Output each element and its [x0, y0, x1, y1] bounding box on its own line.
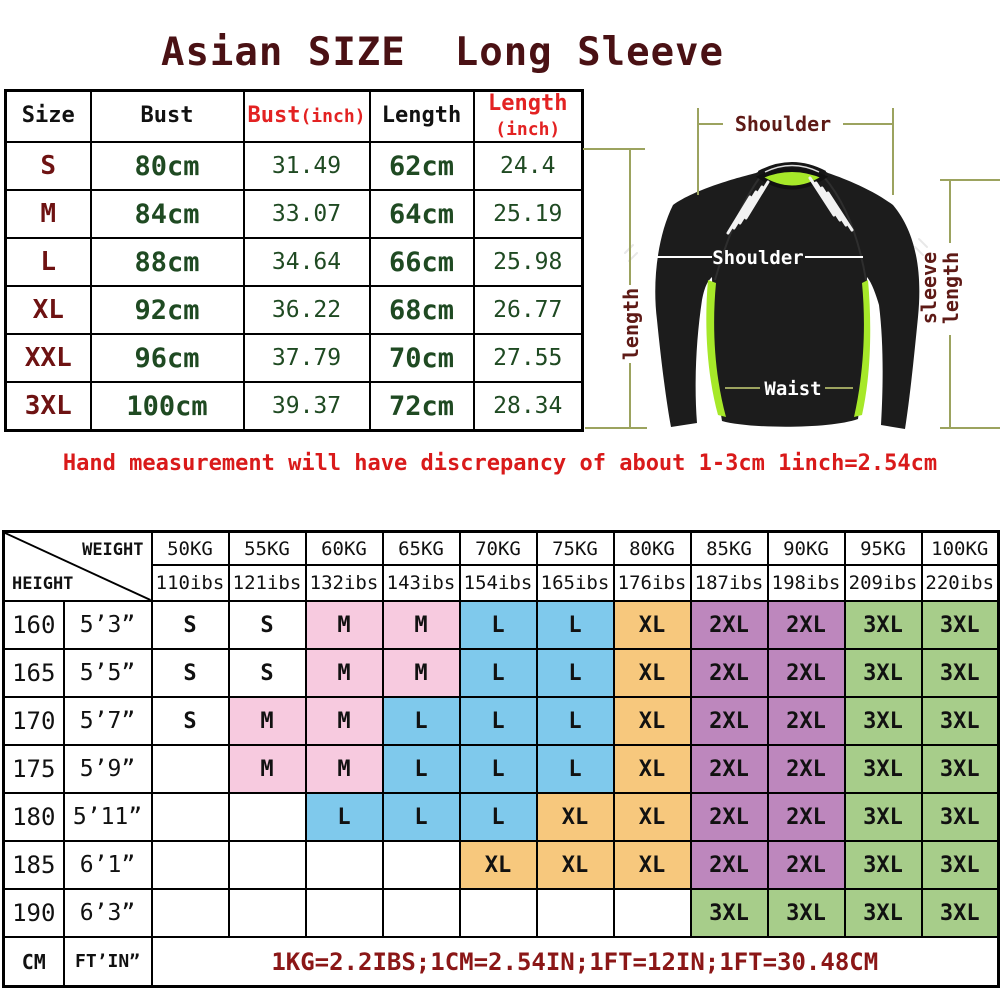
fit-size-cell: 3XL	[845, 697, 922, 745]
size-table-row	[6, 190, 583, 238]
weight-lbs-header: 121ibs	[229, 565, 306, 601]
size-table-cell: 25.19	[474, 190, 583, 238]
fit-size-cell	[152, 745, 229, 793]
size-table-cell: 96cm	[91, 334, 244, 382]
fit-size-cell: 2XL	[768, 745, 845, 793]
fit-size-cell: M	[306, 697, 383, 745]
weight-kg-header: 85KG	[691, 532, 768, 566]
fit-size-cell	[383, 889, 460, 937]
size-table-col-header: Size	[6, 91, 91, 143]
fit-size-cell: L	[460, 601, 537, 649]
weight-lbs-header: 132ibs	[306, 565, 383, 601]
fit-size-cell: XL	[614, 601, 691, 649]
fit-size-cell: XL	[614, 697, 691, 745]
fit-size-cell: S	[152, 601, 229, 649]
weight-lbs-header: 176ibs	[614, 565, 691, 601]
fit-table-row	[4, 745, 999, 793]
fit-size-cell: XL	[537, 841, 614, 889]
fit-size-cell: 3XL	[922, 889, 999, 937]
height-cm-cell: 180	[4, 793, 64, 841]
weight-kg-header: 65KG	[383, 532, 460, 566]
fit-size-cell: 2XL	[691, 649, 768, 697]
size-table-row	[6, 334, 583, 382]
fit-size-cell: M	[229, 745, 306, 793]
fit-size-cell	[152, 793, 229, 841]
size-table-cell: 37.79	[244, 334, 370, 382]
fit-size-cell: XL	[614, 649, 691, 697]
fit-size-cell	[152, 889, 229, 937]
size-table-col-header: Bust	[91, 91, 244, 143]
fit-size-cell: L	[537, 697, 614, 745]
weight-kg-header: 80KG	[614, 532, 691, 566]
fit-size-cell: 3XL	[845, 889, 922, 937]
weight-lbs-header: 209ibs	[845, 565, 922, 601]
size-table-cell: 70cm	[370, 334, 474, 382]
fit-size-cell: L	[383, 793, 460, 841]
height-ft-cell: 5’9”	[64, 745, 152, 793]
fit-size-cell: XL	[460, 841, 537, 889]
fit-size-cell: L	[460, 697, 537, 745]
size-table-header-row	[6, 91, 583, 143]
fit-size-cell	[229, 793, 306, 841]
fit-table-row	[4, 841, 999, 889]
size-table-cell: 27.55	[474, 334, 583, 382]
measurement-lines	[583, 108, 1000, 428]
fit-size-cell: XL	[537, 793, 614, 841]
weight-kg-header: 75KG	[537, 532, 614, 566]
fit-size-cell: 2XL	[768, 793, 845, 841]
sleeve-length-label: sleevelength	[917, 251, 963, 325]
weight-kg-header: 60KG	[306, 532, 383, 566]
size-table-cell: 84cm	[91, 190, 244, 238]
fit-table-row	[4, 697, 999, 745]
footer-cm-label: CM	[4, 937, 64, 987]
height-ft-cell: 5’3”	[64, 601, 152, 649]
size-table-cell: 88cm	[91, 238, 244, 286]
weight-kg-header: 50KG	[152, 532, 229, 566]
size-table-cell: 24.4	[474, 142, 583, 190]
height-cm-cell: 190	[4, 889, 64, 937]
size-table-cell: 31.49	[244, 142, 370, 190]
page-title: Asian SIZE Long Sleeve	[160, 30, 725, 75]
height-cm-cell: 170	[4, 697, 64, 745]
size-table-col-header: Length (inch)	[474, 91, 583, 143]
fit-table	[2, 530, 1000, 988]
measurement-note: Hand measurement will have discrepancy of about 1-3cm 1inch=2.54cm	[62, 451, 938, 476]
fit-size-cell: XL	[614, 793, 691, 841]
weight-kg-header: 90KG	[768, 532, 845, 566]
fit-size-cell: 2XL	[768, 697, 845, 745]
fit-size-cell: 3XL	[768, 889, 845, 937]
fit-table-row	[4, 601, 999, 649]
fit-size-cell: 2XL	[768, 649, 845, 697]
fit-size-cell: L	[383, 697, 460, 745]
height-cm-cell: 185	[4, 841, 64, 889]
fit-size-cell: 3XL	[845, 841, 922, 889]
weight-lbs-header: 187ibs	[691, 565, 768, 601]
size-table-row	[6, 142, 583, 190]
size-table-col-header: Length	[370, 91, 474, 143]
weight-lbs-header: 165ibs	[537, 565, 614, 601]
fit-size-cell: XL	[614, 745, 691, 793]
height-corner-label: HEIGHT	[12, 574, 74, 594]
fit-size-cell	[383, 841, 460, 889]
size-table-cell: 64cm	[370, 190, 474, 238]
size-table-cell: 62cm	[370, 142, 474, 190]
size-table-cell: 39.37	[244, 382, 370, 431]
size-table-cell: XXL	[6, 334, 91, 382]
fit-size-cell: L	[383, 745, 460, 793]
fit-size-cell: 3XL	[922, 793, 999, 841]
fit-size-cell: S	[152, 649, 229, 697]
fit-size-cell	[306, 841, 383, 889]
fit-size-cell: S	[229, 601, 306, 649]
fit-size-cell: 3XL	[845, 793, 922, 841]
height-cm-cell: 175	[4, 745, 64, 793]
weight-lbs-header: 110ibs	[152, 565, 229, 601]
size-table-cell: 100cm	[91, 382, 244, 431]
size-table-row	[6, 382, 583, 431]
height-cm-cell: 165	[4, 649, 64, 697]
size-table-cell: 33.07	[244, 190, 370, 238]
size-table-cell: 80cm	[91, 142, 244, 190]
fit-size-cell: 2XL	[691, 697, 768, 745]
height-ft-cell: 6’1”	[64, 841, 152, 889]
fit-size-cell: 3XL	[922, 697, 999, 745]
fit-size-cell: 3XL	[845, 745, 922, 793]
fit-size-cell: S	[152, 697, 229, 745]
size-table-cell: 3XL	[6, 382, 91, 431]
weight-corner-label: WEIGHT	[82, 540, 144, 560]
size-table-cell: 26.77	[474, 286, 583, 334]
size-table-row	[6, 238, 583, 286]
weight-kg-header: 95KG	[845, 532, 922, 566]
weight-kg-header: 70KG	[460, 532, 537, 566]
fit-size-cell: M	[229, 697, 306, 745]
size-table-col-header: Bust(inch)	[244, 91, 370, 143]
fit-size-cell: M	[306, 649, 383, 697]
size-table-cell: M	[6, 190, 91, 238]
fit-size-cell: M	[383, 649, 460, 697]
fit-size-cell: 3XL	[845, 649, 922, 697]
weight-kg-header: 100KG	[922, 532, 999, 566]
height-weight-corner	[4, 532, 152, 602]
conversion-note: 1KG=2.2IBS;1CM=2.54IN;1FT=12IN;1FT=30.48CM	[152, 937, 999, 987]
fit-table-row	[4, 793, 999, 841]
height-cm-cell: 160	[4, 601, 64, 649]
fit-size-cell: 2XL	[691, 601, 768, 649]
weight-lbs-header: 220ibs	[922, 565, 999, 601]
weight-kg-header: 55KG	[229, 532, 306, 566]
height-ft-cell: 6’3”	[64, 889, 152, 937]
fit-size-cell	[229, 889, 306, 937]
fit-size-cell: 3XL	[691, 889, 768, 937]
fit-size-cell	[614, 889, 691, 937]
fit-size-cell: M	[306, 745, 383, 793]
size-table-cell: 72cm	[370, 382, 474, 431]
fit-size-cell: M	[306, 601, 383, 649]
fit-size-cell: M	[383, 601, 460, 649]
fit-size-cell: L	[537, 649, 614, 697]
size-table-row	[6, 286, 583, 334]
waist-label: Waist	[764, 378, 822, 400]
weight-lbs-header: 154ibs	[460, 565, 537, 601]
shoulder-chest-label: Shoulder	[712, 247, 804, 269]
size-table-cell: 28.34	[474, 382, 583, 431]
size-table	[4, 89, 584, 432]
size-table-cell: 66cm	[370, 238, 474, 286]
fit-size-cell: 2XL	[691, 841, 768, 889]
fit-size-cell: 3XL	[922, 841, 999, 889]
size-table-cell: 92cm	[91, 286, 244, 334]
fit-size-cell: L	[460, 745, 537, 793]
height-ft-cell: 5’11”	[64, 793, 152, 841]
fit-size-cell: 2XL	[768, 601, 845, 649]
shoulder-top-label: Shoulder	[734, 112, 832, 136]
footer-ftin-label: FT’IN”	[64, 937, 152, 987]
length-label: length	[619, 287, 643, 361]
fit-size-cell: 3XL	[922, 745, 999, 793]
size-table-cell: 25.98	[474, 238, 583, 286]
fit-size-cell: 2XL	[691, 793, 768, 841]
fit-size-cell: 3XL	[922, 601, 999, 649]
size-table-cell: 34.64	[244, 238, 370, 286]
weight-lbs-header: 198ibs	[768, 565, 845, 601]
fit-size-cell: L	[460, 649, 537, 697]
fit-table-row	[4, 889, 999, 937]
size-table-cell: 36.22	[244, 286, 370, 334]
fit-size-cell	[229, 841, 306, 889]
fit-size-cell: L	[537, 601, 614, 649]
size-table-cell: 68cm	[370, 286, 474, 334]
size-table-cell: L	[6, 238, 91, 286]
fit-size-cell	[537, 889, 614, 937]
fit-size-cell: S	[229, 649, 306, 697]
fit-size-cell: XL	[614, 841, 691, 889]
fit-size-cell: 3XL	[922, 649, 999, 697]
height-ft-cell: 5’5”	[64, 649, 152, 697]
size-table-cell: XL	[6, 286, 91, 334]
fit-size-cell: L	[460, 793, 537, 841]
size-table-cell: S	[6, 142, 91, 190]
fit-size-cell: L	[306, 793, 383, 841]
fit-size-cell: 2XL	[691, 745, 768, 793]
shirt-diagram	[575, 85, 1000, 447]
fit-size-cell: 2XL	[768, 841, 845, 889]
weight-lbs-header: 143ibs	[383, 565, 460, 601]
fit-size-cell	[152, 841, 229, 889]
fit-size-cell: 3XL	[845, 601, 922, 649]
fit-size-cell: L	[537, 745, 614, 793]
fit-table-row	[4, 649, 999, 697]
fit-size-cell	[306, 889, 383, 937]
fit-size-cell	[460, 889, 537, 937]
height-ft-cell: 5’7”	[64, 697, 152, 745]
